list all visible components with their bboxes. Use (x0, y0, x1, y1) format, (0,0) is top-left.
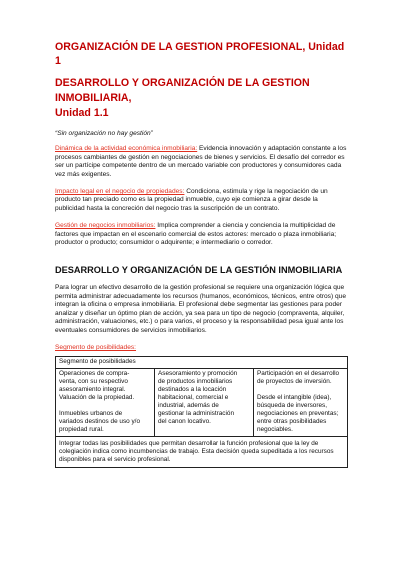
subunit-heading (55, 76, 347, 121)
segments-table (55, 356, 348, 468)
table-cell-compraventa (56, 368, 155, 436)
cell-line: de productos inmobiliarios (158, 378, 233, 386)
table-row (56, 368, 348, 436)
table-cell-locacion (155, 368, 254, 436)
quote: “Sin organización no hay gestión” (55, 130, 153, 137)
cell-line: Operaciones de compra- (59, 370, 130, 378)
paragraph-text: Condiciona, estimula y rige la negociación de un producto tan preciado como es la propiedad inmueble, cuyo eje comienza a girar desde la publicidad hasta la concreción del negocio tras la suscripción de un contrato. (55, 187, 328, 213)
paragraph-dinamica (55, 145, 347, 179)
subunit-heading-line1: DESARROLLO Y ORGANIZACIÓN DE LA GESTION INMOBILIARIA, (55, 77, 310, 104)
paragraph-impacto (55, 188, 347, 214)
cell-line: venta, con su respectivo (59, 378, 128, 386)
cell-line: negociables. (257, 426, 293, 434)
paragraph-text: Implica comprender a ciencia y conciencia la multiplicidad de factores que impactan en el escenario comercial de estos actores: mercado o plaza inmobiliaria; productor o producto; consumidor o adquirente; e intermediario o corredor. (55, 222, 337, 247)
cell-line: del canon locativo. (158, 418, 211, 426)
cell-line: asesoramiento integral. (59, 386, 126, 394)
document-page (55, 40, 347, 468)
section-title: DESARROLLO Y ORGANIZACIÓN DE LA GESTIÓN INMOBILIARIA (55, 264, 343, 275)
cell-line: Inmuebles urbanos de (59, 410, 123, 418)
cell-line: destinados a la locación (158, 386, 227, 394)
cell-line: de proyectos de inversión. (257, 378, 332, 386)
segment-label-line (55, 344, 347, 353)
paragraph-label: Impacto legal en el negocio de propiedades: (55, 187, 185, 195)
cell-line: habitacional, comercial e (158, 394, 229, 402)
table-header-row (56, 356, 348, 368)
paragraph-text: Evidencia innovación y adaptación constante a los procesos cambiantes de gestión en negociaciones de bienes y servicios. El desafío del corredor es ser un partícipe competente dentro de un mercado variable con productores y consumidores cada vez más exigentes. (55, 145, 347, 178)
segment-label: Segmento de posibilidades: (55, 344, 137, 351)
unit-heading: ORGANIZACIÓN DE LA GESTION PROFESIONAL, Unidad 1 (55, 41, 345, 67)
table-footer-cell: Integrar todas las posibilidades que permitan desarrollar la función profesional que la ley de colegiación indica como incumbencias de trabajo. Esta decisión queda supeditada a los recursos disponibles para el servicio profesional. (56, 436, 348, 467)
cell-line: variados destinos de uso y/o (59, 418, 140, 426)
cell-line: Participación en el desarrollo (257, 370, 340, 378)
table-header-cell: Segmento de posibilidades (56, 356, 348, 368)
cell-line: Valuación de la propiedad. (59, 394, 135, 402)
cell-line: búsqueda de inversores, (257, 402, 327, 410)
cell-line: Desde el intangible (idea), (257, 394, 332, 402)
cell-line: Asesoramiento y promoción (158, 370, 238, 378)
section-paragraph: Para lograr un efectivo desarrollo de la gestión profesional se requiere una organización lógica que permita administrar adecuadamente los recursos (humanos, económicos, técnicos, entre otros) que integran la oficina o empresa inmobiliaria. El profesional debe segmentar las gestiones para poder analizar y diseñar un óptimo plan de acción, ya sea para un tipo de negocio (compraventa, alquiler, administración, valuaciones, etc.) o para varios, el proceso y la responsabilidad pesa igual ante los eventuales consumidores de servicios inmobiliarios. (55, 283, 346, 334)
subunit-heading-line2: Unidad 1.1 (55, 107, 109, 119)
table-footer-row (56, 436, 348, 467)
cell-line: industrial, además de (158, 402, 219, 410)
cell-line: negociaciones en preventas; (257, 410, 339, 418)
table-cell-inversion (254, 368, 348, 436)
cell-line: propiedad rural. (59, 426, 104, 434)
paragraph-label: Gestión de negocios inmobiliarios: (55, 222, 156, 230)
cell-line: gestionar la administración (158, 410, 235, 418)
paragraph-label: Dinámica de la actividad económica inmobiliaria: (55, 145, 198, 152)
cell-line: entre otras posibilidades (257, 418, 327, 426)
paragraph-gestion (55, 222, 347, 248)
